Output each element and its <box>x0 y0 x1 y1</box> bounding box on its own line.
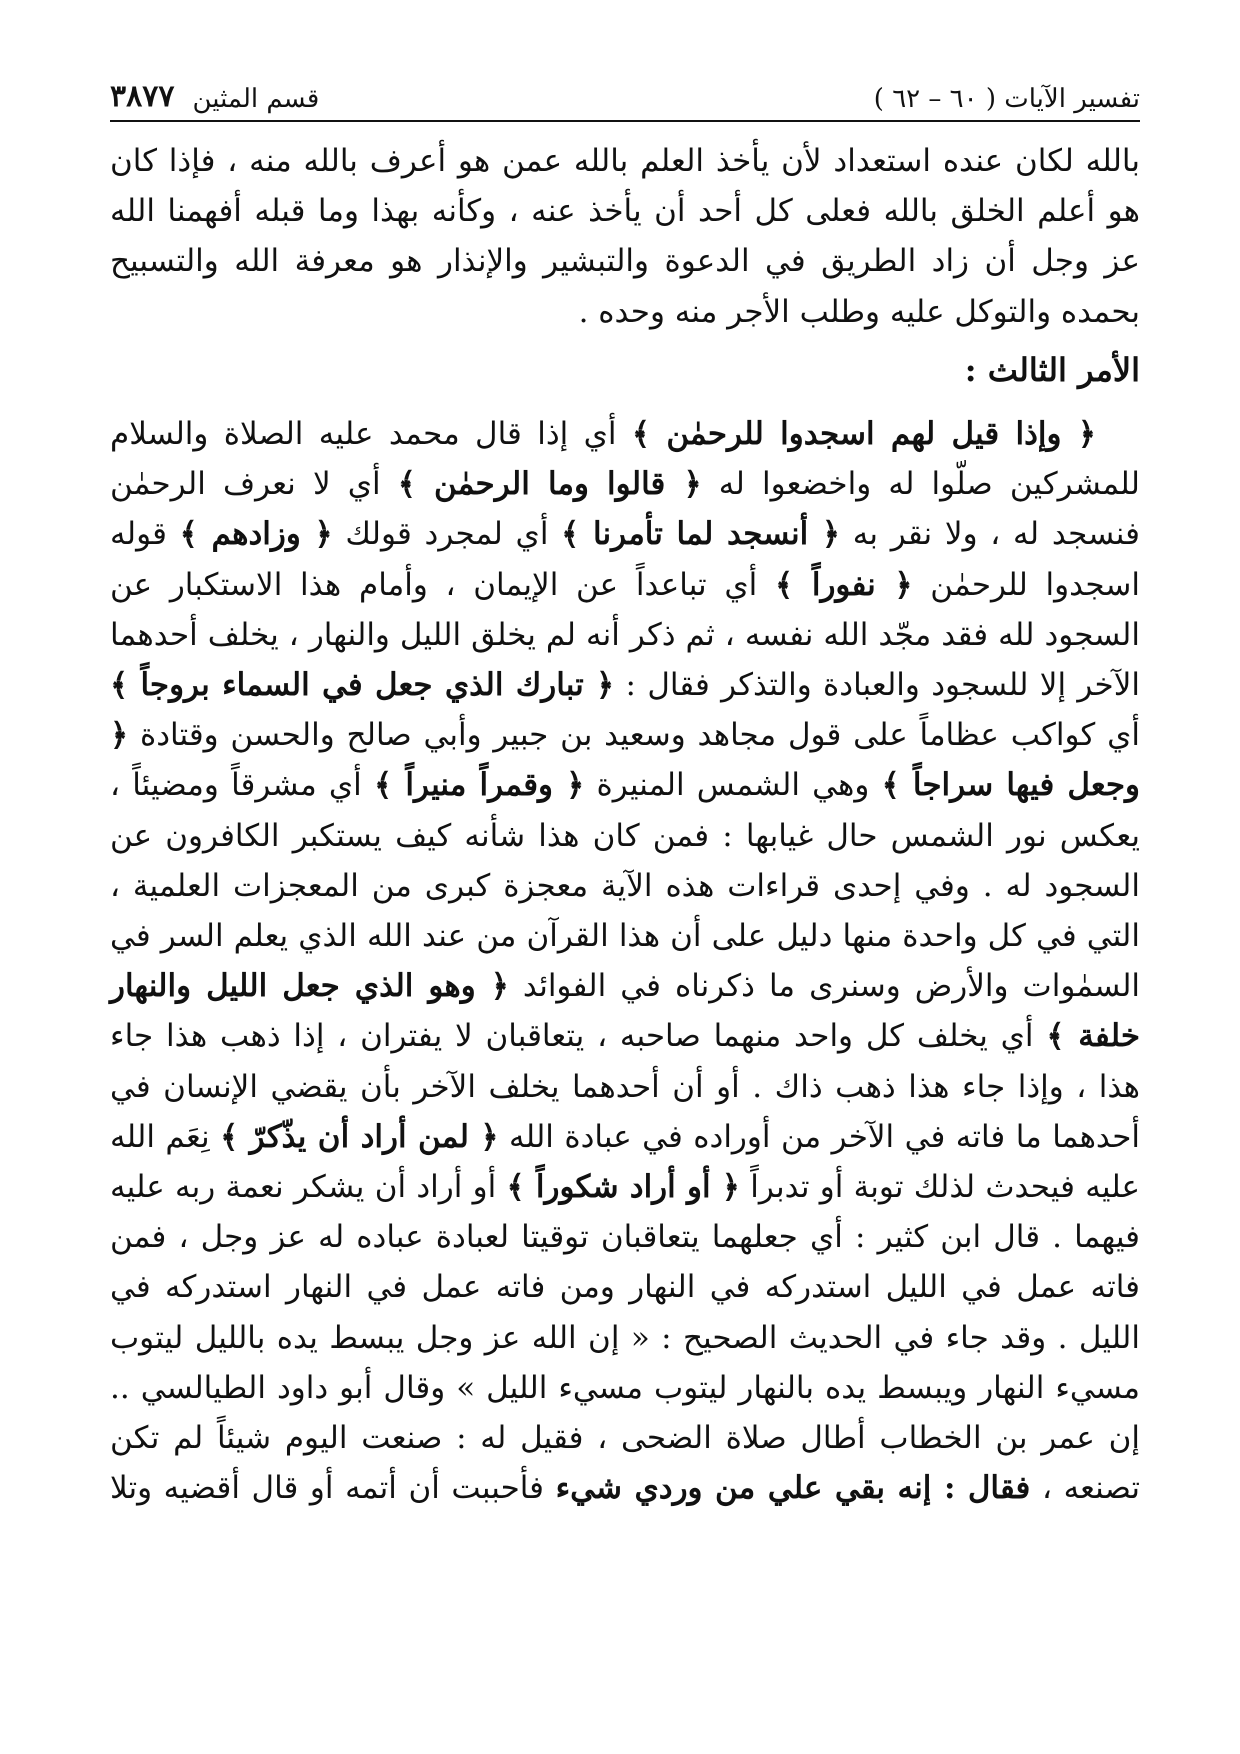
para1-line-2: هو أعلم الخلق بالله فعلى كل أحد أن يأخذ عنه ، وكأنه بهذا وما قبله أفهمنا الله عز <box>110 193 1140 280</box>
quran-quote: ﴿ قالوا وما الرحمٰن ﴾ <box>397 466 702 503</box>
para1-line-4: والتوكل عليه وطلب الأجر منه وحده . <box>578 293 1052 330</box>
paragraph-1 <box>110 136 1140 337</box>
quran-quote: ﴿ أنسجد لما تأمرنا ﴾ <box>561 516 841 553</box>
header-section: قسم المثين <box>192 84 320 114</box>
quran-quote: ﴿ لمن أراد أن يذّكرّ ﴾ <box>220 1118 499 1155</box>
para1-line-1: بالله لكان عنده استعداد لأن يأخذ العلم بالله عمن هو أعرف بالله منه ، فإذا كان <box>110 143 1140 179</box>
quran-quote: ﴿ وزادهم ﴾ <box>179 516 333 553</box>
paragraph-2 <box>110 409 1140 1513</box>
commentary-text: قوله اسجدوا للرحمٰن <box>110 516 1140 603</box>
hadith-quote: فقال : إنه بقي علي من وردي شيء <box>555 1470 1031 1507</box>
commentary-text: نِعَم الله عليه فيحدث لذلك توبة أو تدبراً <box>110 1118 1140 1206</box>
para1-line-3: وجل أن زاد الطريق في الدعوة والتبشير والإنذار هو معرفة الله والتسبيح بحمده <box>110 243 1140 330</box>
commentary-text: أي كواكب عظاماً على قول مجاهد وسعيد بن جبير وأبي صالح والحسن وقتادة <box>128 717 1140 754</box>
page-header <box>110 70 1140 122</box>
commentary-text: أي مشرقاً ومضيئاً ، يعكس نور الشمس حال غيابها : فمن كان هذا شأنه كيف يستكبر الكافرون عن السجود له . وفي إحدى قراءات هذه الآية معجزة كبرى من المعجزات العلمية ، التي في كل واحدة منها دليل على أن هذا القرآن من عند الله الذي يعلم السر في السمٰوات والأرض وسنرى ما ذكرناه في الفوائد <box>110 767 1141 1005</box>
header-left-group <box>110 79 320 114</box>
commentary-text: أو أراد أن يشكر نعمة ربه عليه فيهما . قال ابن كثير : أي جعلهما يتعاقبان توقيتا لعبادة عباده له عز وجل ، فمن فاته عمل في الليل استدركه في النهار ومن فاته عمل في النهار استدركه في الليل . وقد جاء في الحديث الصحيح : « إن الله عز وجل يبسط يده بالليل ليتوب مسيء النهار ويبسط يده بالنهار ليتوب مسيء الليل » وقال أبو داود الطيالسي .. إن عمر بن الخطاب أطال صلاة الضحى ، فقيل له : صنعت اليوم شيئاً لم تكن تصنعه ، <box>110 1169 1141 1507</box>
quran-quote: ﴿ تبارك الذي جعل في السماء بروجاً ﴾ <box>110 667 615 704</box>
commentary-text: أي يخلف كل واحد منهما صاحبه ، يتعاقبان لا يفتران ، إذا ذهب هذا جاء هذا ، وإذا جاء هذا ذهب ذاك . أو أن أحدهما يخلف الآخر بأن يقضي الإنسان في أحدهما ما فاته في الآخر من أوراده في عبادة الله <box>110 1018 1140 1155</box>
commentary-text: أي لا نعرف الرحمٰن فنسجد له ، ولا نقر به <box>110 466 1140 553</box>
quran-quote: ﴿ أو أراد شكوراً ﴾ <box>506 1169 740 1206</box>
quran-quote: ﴿ وإذا قيل لهم اسجدوا للرحمٰن ﴾ <box>631 416 1096 453</box>
page-number: ٣٨٧٧ <box>110 79 175 114</box>
quran-quote: ﴿ نفوراً ﴾ <box>775 566 913 603</box>
commentary-text: فأحببت أن أتمه أو قال أقضيه وتلا <box>110 1470 556 1507</box>
commentary-text: وهي الشمس المنيرة <box>584 767 882 804</box>
quran-quote: ﴿ وجعل فيها سراجاً ﴾ <box>110 717 1140 804</box>
quran-quote: ﴿ وهو الذي جعل الليل والنهار <box>110 968 509 1005</box>
commentary-text: أي إذا قال محمد عليه الصلاة والسلام للمشركين صلّوا له واخضعوا له <box>110 416 1140 503</box>
quran-quote: خلفة ﴾ <box>1046 1018 1140 1055</box>
commentary-text: أي لمجرد قولك <box>332 516 562 553</box>
quran-quote: ﴿ وقمراً منيراً ﴾ <box>374 767 585 804</box>
page-body <box>110 136 1140 1513</box>
document-page <box>110 70 1140 1710</box>
commentary-text: أي تباعداً عن الإيمان ، وأمام هذا الاستكبار عن السجود لله فقد مجّد الله نفسه ، ثم ذكر أنه لم يخلق الليل والنهار ، يخلف أحدهما الآخر إلا للسجود والعبادة والتذكر فقال : <box>110 566 1140 704</box>
section-heading: الأمر الثالث : <box>964 350 1140 389</box>
header-title: تفسير الآيات ( ٦٠ – ٦٢ ) <box>873 84 1140 114</box>
